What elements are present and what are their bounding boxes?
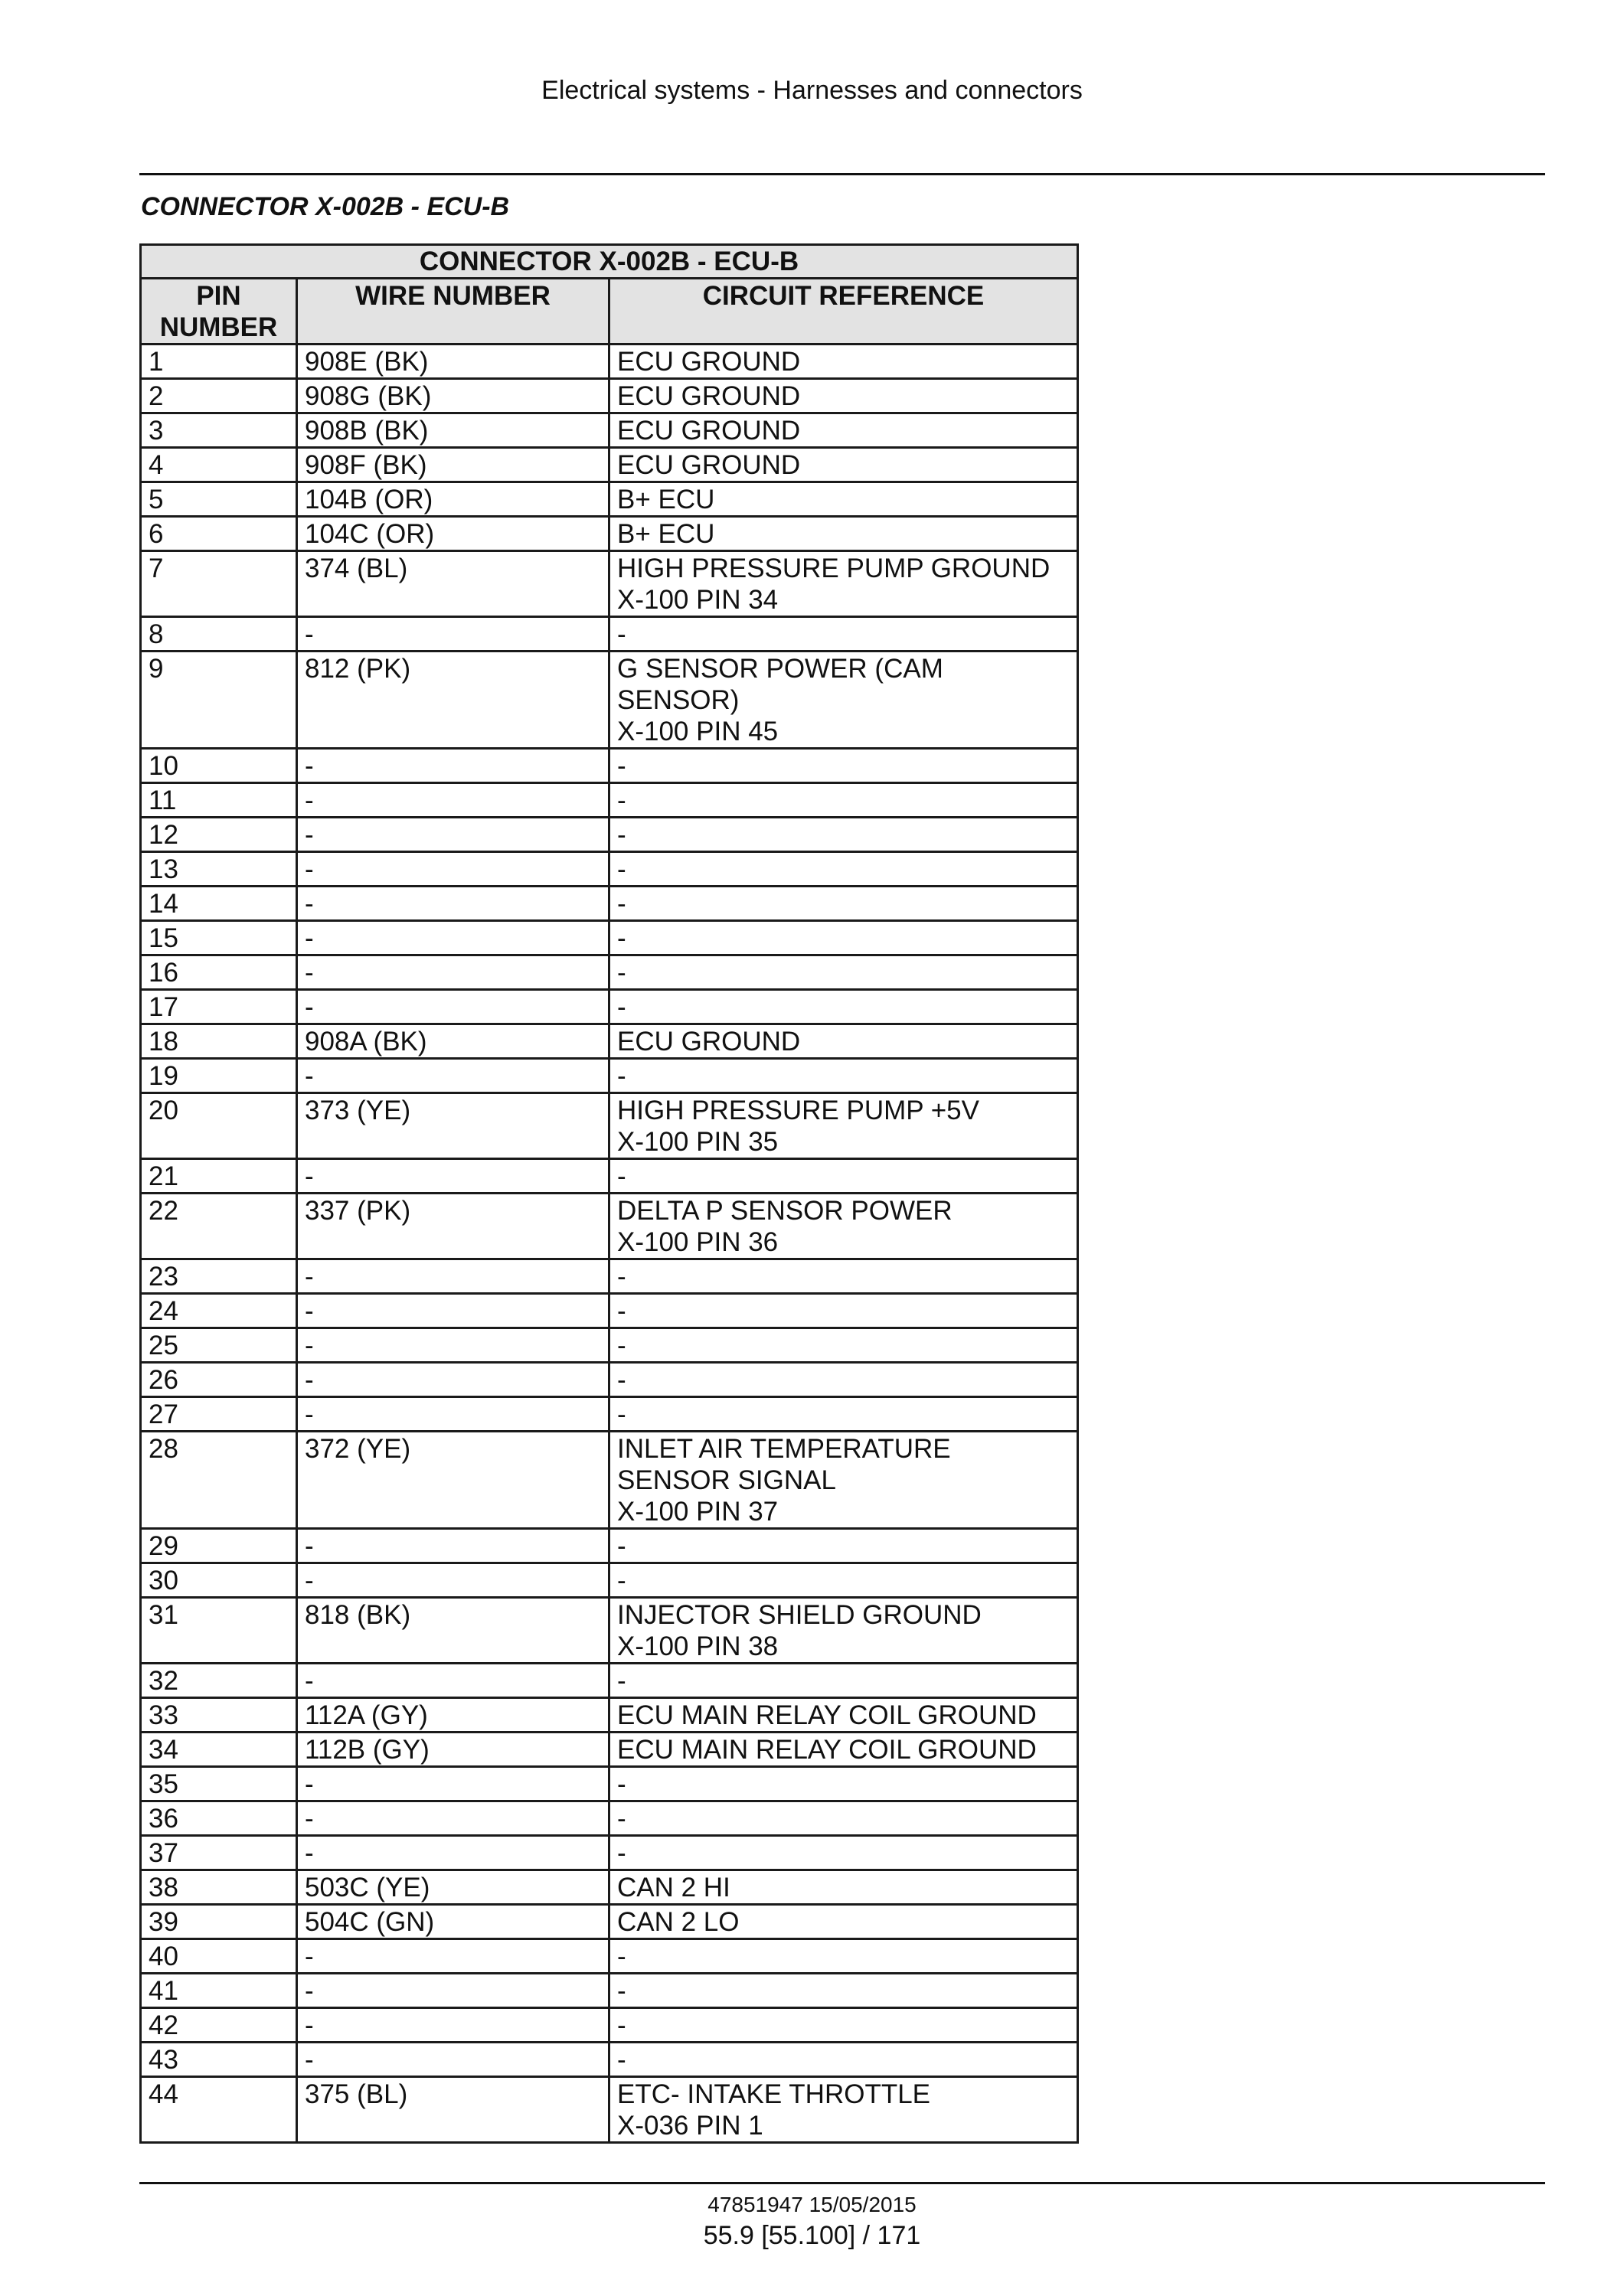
circuit-reference-cell bbox=[609, 1733, 1078, 1767]
pin-number-cell: 29 bbox=[141, 1529, 297, 1563]
footer-divider bbox=[139, 2182, 1545, 2184]
circuit-reference-cell bbox=[609, 990, 1078, 1024]
table-row bbox=[141, 1836, 1078, 1870]
table-row bbox=[141, 1905, 1078, 1939]
circuit-reference-cell bbox=[609, 749, 1078, 783]
circuit-reference-line: - bbox=[617, 2045, 626, 2075]
circuit-reference-line: - bbox=[617, 1942, 626, 1971]
circuit-reference-line: B+ ECU bbox=[617, 485, 715, 514]
circuit-reference-line: ECU GROUND bbox=[617, 347, 801, 377]
table-row bbox=[141, 2077, 1078, 2143]
table-row bbox=[141, 921, 1078, 955]
circuit-reference-line: ETC- INTAKE THROTTLE bbox=[617, 2079, 931, 2109]
circuit-reference-line: - bbox=[617, 1365, 626, 1395]
circuit-reference-cell bbox=[609, 652, 1078, 749]
circuit-reference-cell bbox=[609, 413, 1078, 448]
circuit-reference-cell bbox=[609, 1598, 1078, 1664]
column-header-wire: WIRE NUMBER bbox=[297, 279, 609, 345]
circuit-reference-cell bbox=[609, 345, 1078, 379]
circuit-reference-line: - bbox=[617, 1666, 626, 1696]
circuit-reference-line: - bbox=[617, 751, 626, 781]
table-row bbox=[141, 1767, 1078, 1801]
table-row bbox=[141, 1328, 1078, 1363]
pin-number-cell: 10 bbox=[141, 749, 297, 783]
pin-number-cell: 20 bbox=[141, 1093, 297, 1159]
table-row bbox=[141, 1294, 1078, 1328]
table-row bbox=[141, 379, 1078, 413]
pin-number-cell: 1 bbox=[141, 345, 297, 379]
wire-number-cell: 908F (BK) bbox=[297, 448, 609, 482]
pin-number-cell: 7 bbox=[141, 551, 297, 617]
table-row bbox=[141, 783, 1078, 818]
wire-number-cell: 504C (GN) bbox=[297, 1905, 609, 1939]
table-row bbox=[141, 1801, 1078, 1836]
table-row bbox=[141, 1093, 1078, 1159]
circuit-reference-line: ECU MAIN RELAY COIL GROUND bbox=[617, 1700, 1037, 1730]
circuit-reference-cell bbox=[609, 551, 1078, 617]
pin-number-cell: 2 bbox=[141, 379, 297, 413]
pin-number-cell: 33 bbox=[141, 1698, 297, 1733]
wire-number-cell: 373 (YE) bbox=[297, 1093, 609, 1159]
circuit-reference-cell bbox=[609, 1767, 1078, 1801]
pin-number-cell: 25 bbox=[141, 1328, 297, 1363]
circuit-reference-line: - bbox=[617, 889, 626, 919]
pin-number-cell: 36 bbox=[141, 1801, 297, 1836]
circuit-reference-cell bbox=[609, 1397, 1078, 1432]
wire-number-cell: - bbox=[297, 617, 609, 652]
table-row bbox=[141, 1598, 1078, 1664]
wire-number-cell: - bbox=[297, 1328, 609, 1363]
pin-number-cell: 26 bbox=[141, 1363, 297, 1397]
circuit-reference-line: ECU GROUND bbox=[617, 1027, 801, 1057]
pin-number-cell: 37 bbox=[141, 1836, 297, 1870]
table-row bbox=[141, 345, 1078, 379]
circuit-reference-line: SENSOR) bbox=[617, 685, 740, 715]
circuit-reference-line: - bbox=[617, 820, 626, 850]
table-caption: CONNECTOR X-002B - ECU-B bbox=[141, 245, 1078, 279]
circuit-reference-line: X-036 PIN 1 bbox=[617, 2111, 763, 2141]
pin-number-cell: 8 bbox=[141, 617, 297, 652]
wire-number-cell: - bbox=[297, 990, 609, 1024]
wire-number-cell: - bbox=[297, 955, 609, 990]
pin-number-cell: 39 bbox=[141, 1905, 297, 1939]
document-code: 47851947 15/05/2015 bbox=[707, 2193, 917, 2216]
circuit-reference-cell bbox=[609, 1529, 1078, 1563]
table-row bbox=[141, 448, 1078, 482]
wire-number-cell: - bbox=[297, 1529, 609, 1563]
pin-number-cell: 23 bbox=[141, 1259, 297, 1294]
circuit-reference-cell bbox=[609, 2043, 1078, 2077]
circuit-reference-line: ECU GROUND bbox=[617, 381, 801, 411]
table-row bbox=[141, 2043, 1078, 2077]
pin-number-cell: 22 bbox=[141, 1194, 297, 1259]
circuit-reference-cell bbox=[609, 818, 1078, 852]
wire-number-cell: - bbox=[297, 1059, 609, 1093]
pin-number-cell: 41 bbox=[141, 1974, 297, 2008]
wire-number-cell: - bbox=[297, 1836, 609, 1870]
pin-number-cell: 21 bbox=[141, 1159, 297, 1194]
circuit-reference-cell bbox=[609, 1093, 1078, 1159]
circuit-reference-cell bbox=[609, 1024, 1078, 1059]
wire-number-cell: 908A (BK) bbox=[297, 1024, 609, 1059]
circuit-reference-cell bbox=[609, 1059, 1078, 1093]
pin-number-cell: 44 bbox=[141, 2077, 297, 2143]
table-row bbox=[141, 1974, 1078, 2008]
table-row bbox=[141, 749, 1078, 783]
circuit-reference-line: HIGH PRESSURE PUMP +5V bbox=[617, 1096, 979, 1125]
pin-number-cell: 11 bbox=[141, 783, 297, 818]
circuit-reference-cell bbox=[609, 955, 1078, 990]
circuit-reference-line: SENSOR SIGNAL bbox=[617, 1465, 836, 1495]
table-row bbox=[141, 482, 1078, 517]
wire-number-cell: - bbox=[297, 1939, 609, 1974]
pin-number-cell: 18 bbox=[141, 1024, 297, 1059]
wire-number-cell: 375 (BL) bbox=[297, 2077, 609, 2143]
table-row bbox=[141, 1194, 1078, 1259]
table-row bbox=[141, 517, 1078, 551]
circuit-reference-line: - bbox=[617, 992, 626, 1022]
circuit-reference-line: - bbox=[617, 1976, 626, 2006]
circuit-reference-line: - bbox=[617, 1838, 626, 1868]
circuit-reference-cell bbox=[609, 1563, 1078, 1598]
circuit-reference-line: X-100 PIN 37 bbox=[617, 1497, 779, 1527]
table-row bbox=[141, 1563, 1078, 1598]
pin-number-cell: 13 bbox=[141, 852, 297, 887]
table-row bbox=[141, 1159, 1078, 1194]
pin-number-cell: 19 bbox=[141, 1059, 297, 1093]
table-row bbox=[141, 551, 1078, 617]
table-row bbox=[141, 1733, 1078, 1767]
table-row bbox=[141, 852, 1078, 887]
circuit-reference-line: ECU GROUND bbox=[617, 450, 801, 480]
pin-number-cell: 34 bbox=[141, 1733, 297, 1767]
wire-number-cell: - bbox=[297, 1259, 609, 1294]
circuit-reference-line: CAN 2 HI bbox=[617, 1873, 730, 1902]
table-row bbox=[141, 1363, 1078, 1397]
wire-number-cell: - bbox=[297, 2043, 609, 2077]
wire-number-cell: - bbox=[297, 852, 609, 887]
table-row bbox=[141, 1024, 1078, 1059]
wire-number-cell: - bbox=[297, 1664, 609, 1698]
table-row bbox=[141, 413, 1078, 448]
wire-number-cell: - bbox=[297, 1159, 609, 1194]
table-body bbox=[141, 345, 1078, 2143]
circuit-reference-cell bbox=[609, 1939, 1078, 1974]
circuit-reference-line: INJECTOR SHIELD GROUND bbox=[617, 1600, 982, 1630]
circuit-reference-cell bbox=[609, 1194, 1078, 1259]
circuit-reference-cell bbox=[609, 482, 1078, 517]
circuit-reference-cell bbox=[609, 1836, 1078, 1870]
circuit-reference-cell bbox=[609, 1363, 1078, 1397]
table-row bbox=[141, 1529, 1078, 1563]
table-row bbox=[141, 652, 1078, 749]
wire-number-cell: - bbox=[297, 818, 609, 852]
table-row bbox=[141, 1664, 1078, 1698]
wire-number-cell: - bbox=[297, 1767, 609, 1801]
page-header-title: Electrical systems - Harnesses and connectors bbox=[541, 76, 1083, 105]
circuit-reference-cell bbox=[609, 1974, 1078, 2008]
circuit-reference-line: CAN 2 LO bbox=[617, 1907, 740, 1937]
wire-number-cell: - bbox=[297, 1363, 609, 1397]
circuit-reference-cell bbox=[609, 1259, 1078, 1294]
wire-number-cell: - bbox=[297, 1294, 609, 1328]
circuit-reference-line: - bbox=[617, 1531, 626, 1561]
wire-number-cell: 104C (OR) bbox=[297, 517, 609, 551]
pin-number-cell: 27 bbox=[141, 1397, 297, 1432]
circuit-reference-line: - bbox=[617, 854, 626, 884]
circuit-reference-line: ECU MAIN RELAY COIL GROUND bbox=[617, 1735, 1037, 1765]
table-row bbox=[141, 1059, 1078, 1093]
circuit-reference-line: - bbox=[617, 619, 626, 649]
circuit-reference-line: - bbox=[617, 1262, 626, 1292]
pin-number-cell: 17 bbox=[141, 990, 297, 1024]
wire-number-cell: 372 (YE) bbox=[297, 1432, 609, 1529]
circuit-reference-line: ECU GROUND bbox=[617, 416, 801, 446]
table-row bbox=[141, 1698, 1078, 1733]
pin-number-cell: 3 bbox=[141, 413, 297, 448]
pin-number-cell: 43 bbox=[141, 2043, 297, 2077]
circuit-reference-line: - bbox=[617, 1061, 626, 1091]
circuit-reference-cell bbox=[609, 1698, 1078, 1733]
pin-number-cell: 9 bbox=[141, 652, 297, 749]
pin-number-cell: 42 bbox=[141, 2008, 297, 2043]
wire-number-cell: 812 (PK) bbox=[297, 652, 609, 749]
section-title: CONNECTOR X-002B - ECU-B bbox=[141, 192, 510, 221]
circuit-reference-line: - bbox=[617, 923, 626, 953]
circuit-reference-line: X-100 PIN 34 bbox=[617, 585, 779, 615]
connector-table bbox=[139, 243, 1079, 2144]
header-divider bbox=[139, 173, 1545, 175]
pin-number-cell: 32 bbox=[141, 1664, 297, 1698]
circuit-reference-line: X-100 PIN 36 bbox=[617, 1227, 779, 1257]
pin-number-cell: 15 bbox=[141, 921, 297, 955]
circuit-reference-line: G SENSOR POWER (CAM bbox=[617, 654, 943, 684]
circuit-reference-cell bbox=[609, 852, 1078, 887]
table-row bbox=[141, 1397, 1078, 1432]
table-row bbox=[141, 887, 1078, 921]
circuit-reference-line: INLET AIR TEMPERATURE bbox=[617, 1434, 951, 1464]
wire-number-cell: - bbox=[297, 1801, 609, 1836]
table-row bbox=[141, 1939, 1078, 1974]
wire-number-cell: - bbox=[297, 1563, 609, 1598]
circuit-reference-cell bbox=[609, 1159, 1078, 1194]
circuit-reference-cell bbox=[609, 379, 1078, 413]
circuit-reference-cell bbox=[609, 2008, 1078, 2043]
pin-number-cell: 6 bbox=[141, 517, 297, 551]
circuit-reference-line: - bbox=[617, 1331, 626, 1360]
circuit-reference-line: HIGH PRESSURE PUMP GROUND bbox=[617, 554, 1051, 583]
wire-number-cell: 104B (OR) bbox=[297, 482, 609, 517]
table-row bbox=[141, 1432, 1078, 1529]
column-header-circuit: CIRCUIT REFERENCE bbox=[609, 279, 1078, 345]
table-row bbox=[141, 2008, 1078, 2043]
circuit-reference-cell bbox=[609, 887, 1078, 921]
table-row bbox=[141, 617, 1078, 652]
circuit-reference-cell bbox=[609, 783, 1078, 818]
pin-number-cell: 12 bbox=[141, 818, 297, 852]
circuit-reference-line: - bbox=[617, 1296, 626, 1326]
pin-number-cell: 40 bbox=[141, 1939, 297, 1974]
circuit-reference-cell bbox=[609, 1801, 1078, 1836]
pin-number-cell: 4 bbox=[141, 448, 297, 482]
wire-number-cell: 337 (PK) bbox=[297, 1194, 609, 1259]
wire-number-cell: - bbox=[297, 783, 609, 818]
circuit-reference-cell bbox=[609, 1905, 1078, 1939]
table-row bbox=[141, 1870, 1078, 1905]
circuit-reference-cell bbox=[609, 617, 1078, 652]
wire-number-cell: 908B (BK) bbox=[297, 413, 609, 448]
wire-number-cell: - bbox=[297, 921, 609, 955]
circuit-reference-cell bbox=[609, 1294, 1078, 1328]
circuit-reference-line: - bbox=[617, 1769, 626, 1799]
wire-number-cell: 908E (BK) bbox=[297, 345, 609, 379]
circuit-reference-line: - bbox=[617, 958, 626, 988]
circuit-reference-line: X-100 PIN 45 bbox=[617, 717, 779, 746]
circuit-reference-line: - bbox=[617, 1161, 626, 1191]
wire-number-cell: - bbox=[297, 1974, 609, 2008]
pin-number-cell: 16 bbox=[141, 955, 297, 990]
circuit-reference-line: B+ ECU bbox=[617, 519, 715, 549]
pin-number-cell: 30 bbox=[141, 1563, 297, 1598]
circuit-reference-cell bbox=[609, 517, 1078, 551]
wire-number-cell: 503C (YE) bbox=[297, 1870, 609, 1905]
circuit-reference-line: X-100 PIN 35 bbox=[617, 1127, 779, 1157]
circuit-reference-line: X-100 PIN 38 bbox=[617, 1631, 779, 1661]
circuit-reference-cell bbox=[609, 921, 1078, 955]
circuit-reference-cell bbox=[609, 2077, 1078, 2143]
wire-number-cell: - bbox=[297, 749, 609, 783]
circuit-reference-line: DELTA P SENSOR POWER bbox=[617, 1196, 953, 1226]
page-number: 55.9 [55.100] / 171 bbox=[703, 2221, 921, 2250]
pin-number-cell: 24 bbox=[141, 1294, 297, 1328]
wire-number-cell: 374 (BL) bbox=[297, 551, 609, 617]
pin-number-cell: 5 bbox=[141, 482, 297, 517]
pin-number-cell: 28 bbox=[141, 1432, 297, 1529]
circuit-reference-line: - bbox=[617, 785, 626, 815]
table-row bbox=[141, 1259, 1078, 1294]
table-row bbox=[141, 818, 1078, 852]
circuit-reference-line: - bbox=[617, 1804, 626, 1834]
circuit-reference-line: - bbox=[617, 2010, 626, 2040]
wire-number-cell: 112A (GY) bbox=[297, 1698, 609, 1733]
column-header-pin: PIN NUMBER bbox=[141, 279, 297, 345]
pin-number-cell: 31 bbox=[141, 1598, 297, 1664]
circuit-reference-line: - bbox=[617, 1399, 626, 1429]
circuit-reference-cell bbox=[609, 1328, 1078, 1363]
wire-number-cell: 818 (BK) bbox=[297, 1598, 609, 1664]
wire-number-cell: 908G (BK) bbox=[297, 379, 609, 413]
circuit-reference-cell bbox=[609, 1664, 1078, 1698]
table-row bbox=[141, 990, 1078, 1024]
circuit-reference-line: - bbox=[617, 1566, 626, 1595]
wire-number-cell: 112B (GY) bbox=[297, 1733, 609, 1767]
circuit-reference-cell bbox=[609, 448, 1078, 482]
pin-number-cell: 38 bbox=[141, 1870, 297, 1905]
wire-number-cell: - bbox=[297, 2008, 609, 2043]
pin-number-cell: 35 bbox=[141, 1767, 297, 1801]
table-row bbox=[141, 955, 1078, 990]
wire-number-cell: - bbox=[297, 1397, 609, 1432]
circuit-reference-cell bbox=[609, 1432, 1078, 1529]
pin-number-cell: 14 bbox=[141, 887, 297, 921]
circuit-reference-cell bbox=[609, 1870, 1078, 1905]
wire-number-cell: - bbox=[297, 887, 609, 921]
